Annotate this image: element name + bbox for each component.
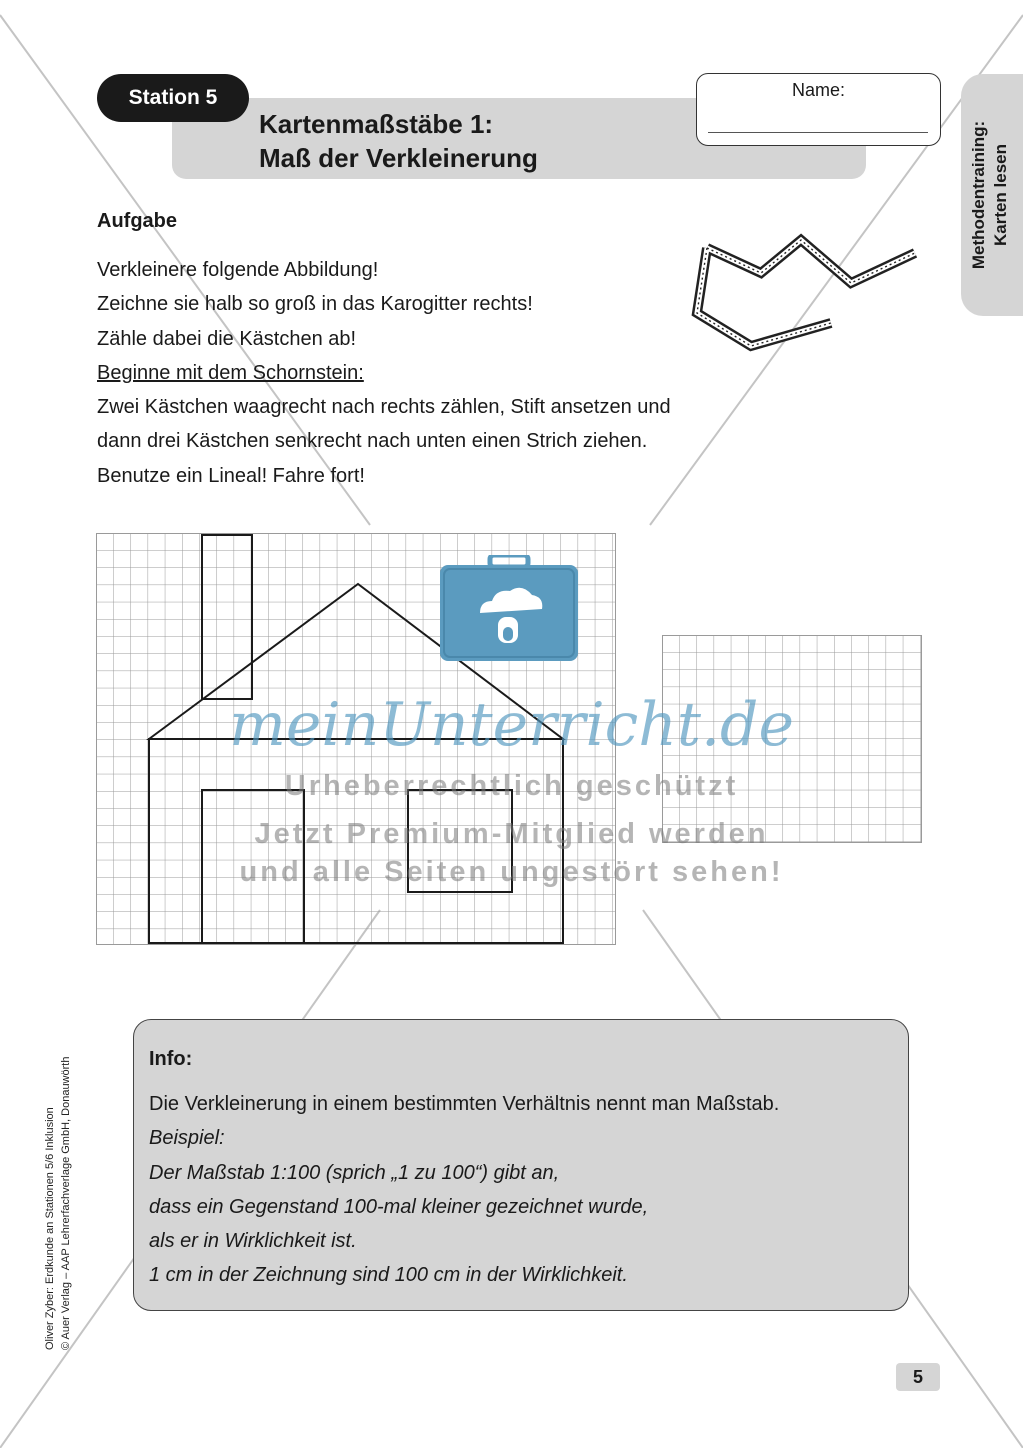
briefcase-cloud-icon bbox=[438, 555, 580, 663]
info-line: Die Verkleinerung in einem bestimmten Verhältnis nennt man Maßstab. bbox=[149, 1093, 780, 1115]
info-line: dass ein Gegenstand 100-mal kleiner gezeichnet wurde, bbox=[149, 1195, 649, 1218]
station-label: Station 5 bbox=[97, 74, 249, 122]
side-tab-line-1: Methodentraining: bbox=[969, 120, 988, 270]
name-write-line bbox=[708, 132, 928, 133]
info-text bbox=[149, 1087, 779, 1293]
task-text bbox=[97, 253, 671, 493]
watermark-line-1: Urheberrechtlich geschützt bbox=[284, 770, 739, 802]
info-line: 1 cm in der Zeichnung sind 100 cm in der Wirklichkeit. bbox=[149, 1264, 628, 1287]
task-line: Zeichne sie halb so groß in das Karogitter rechts! bbox=[97, 293, 533, 316]
task-heading: Aufgabe bbox=[97, 210, 177, 232]
credit-line-1: Oliver Zyber: Erdkunde an Stationen 5/6 Inklusion bbox=[44, 1107, 56, 1350]
publisher-credit bbox=[42, 980, 82, 1350]
task-line: Zwei Kästchen waagrecht nach rechts zählen, Stift ansetzen und bbox=[97, 396, 671, 419]
task-line: Zähle dabei die Kästchen ab! bbox=[97, 327, 357, 350]
side-tab-label bbox=[968, 70, 1014, 320]
task-line: Benutze ein Lineal! Fahre fort! bbox=[97, 464, 365, 487]
task-line: Verkleinere folgende Abbildung! bbox=[97, 259, 379, 281]
title-line-1: Kartenmaßstäbe 1: bbox=[259, 109, 494, 139]
watermark-logo: meinUnterricht.de bbox=[229, 690, 794, 760]
title-line-2: Maß der Verkleinerung bbox=[259, 143, 538, 173]
info-line: als er in Wirklichkeit ist. bbox=[149, 1230, 357, 1253]
credit-line-2: © Auer Verlag – AAP Lehrerfachverlage GmbH, Donauwörth bbox=[60, 1056, 72, 1350]
info-box bbox=[133, 1019, 909, 1311]
page-title bbox=[259, 107, 538, 175]
watermark-line-3: und alle Seiten ungestört sehen! bbox=[239, 856, 784, 888]
info-line: Beispiel: bbox=[149, 1127, 225, 1150]
folding-ruler-icon bbox=[683, 228, 928, 358]
name-label: Name: bbox=[791, 80, 845, 100]
info-line: Der Maßstab 1:100 (sprich „1 zu 100“) gibt an, bbox=[149, 1161, 560, 1184]
task-line: dann drei Kästchen senkrecht nach unten einen Strich ziehen. bbox=[97, 430, 648, 453]
watermark-line-2: Jetzt Premium-Mitglied werden bbox=[254, 818, 769, 850]
name-field[interactable] bbox=[696, 73, 941, 146]
side-tab-line-2: Karten lesen bbox=[991, 143, 1010, 247]
info-heading: Info: bbox=[149, 1048, 193, 1070]
task-line-underlined: Beginne mit dem Schornstein: bbox=[97, 361, 364, 384]
page-number: 5 bbox=[896, 1363, 940, 1391]
